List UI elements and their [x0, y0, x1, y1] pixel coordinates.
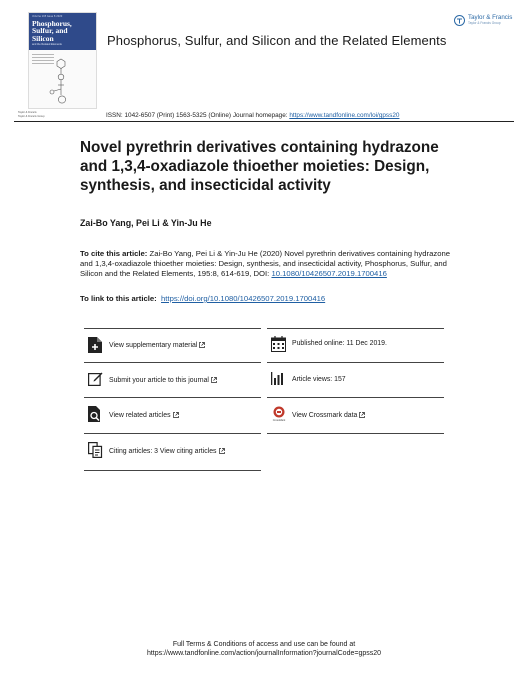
cover-top-text: Volume 195 Issue 8 2020	[32, 15, 63, 18]
external-link-icon	[199, 342, 205, 348]
cover-caption: Taylor & Francis	[18, 111, 37, 114]
divider	[84, 328, 261, 329]
header-divider	[14, 121, 514, 122]
calendar-icon	[271, 336, 286, 352]
link-label: View supplementary material	[109, 342, 198, 349]
molecule-illustration	[29, 55, 96, 107]
external-link-icon	[359, 412, 365, 418]
submit-edit-icon	[88, 371, 103, 386]
article-doi-url[interactable]: https://doi.org/10.1080/10426507.2019.1700416	[161, 294, 326, 303]
publisher-name: Taylor & Francis	[468, 14, 513, 21]
cover-subtitle: and the Related Elements	[32, 43, 62, 46]
article-views: Article views: 157	[292, 376, 346, 383]
link-label: View Crossmark data	[292, 412, 358, 419]
view-crossmark-link[interactable]	[292, 412, 365, 419]
view-related-articles-link[interactable]	[109, 412, 179, 419]
divider	[267, 362, 444, 363]
article-authors: Zai-Bo Yang, Pei Li & Yin-Ju He	[80, 218, 212, 228]
article-title: Novel pyrethrin derivatives containing hydrazone and 1,3,4-oxadiazole thioether moieties: Design, synthesis, and insecticidal activity	[80, 139, 439, 194]
cover-title-line: Silicon	[32, 33, 54, 43]
footer-terms-text: Full Terms & Conditions of access and use can be found at	[172, 641, 356, 648]
crossmark-caption: CrossMark	[272, 419, 286, 422]
doi-link[interactable]: 10.1080/10426507.2019.1700416	[271, 269, 387, 278]
citation-label: To cite this article:	[80, 249, 148, 258]
citing-articles-icon	[88, 442, 103, 458]
external-link-icon	[173, 412, 179, 418]
journal-title: Phosphorus, Sulfur, and Silicon and the Related Elements	[107, 33, 447, 48]
cover-title-line: Phosphorus,	[32, 19, 72, 28]
divider	[84, 470, 261, 471]
divider	[84, 397, 261, 398]
publisher-logo[interactable]	[454, 14, 514, 28]
citation-text: Zai-Bo Yang, Pei Li & Yin-Ju He (2020) Novel pyrethrin derivatives containing hydrazone and 1,3,4-oxadiazole thioether moieties: Design, synthesis, and insecticidal activity, Phosphorus, Sulfur, and Silicon and the Related Elements, 195:8, 614-619, DOI:	[80, 249, 451, 278]
article-link-line	[80, 294, 325, 303]
journal-homepage-link[interactable]: https://www.tandfonline.com/loi/gpss20	[289, 112, 400, 119]
divider	[84, 362, 261, 363]
publisher-tagline: Taylor & Francis Group	[468, 21, 501, 25]
link-label: View related articles	[109, 412, 171, 419]
link-label: Submit your article to this journal	[109, 377, 209, 384]
link-label: To link to this article:	[80, 294, 159, 303]
external-link-icon	[219, 448, 225, 454]
journal-cover	[28, 12, 97, 109]
view-citing-articles-link[interactable]	[109, 448, 225, 455]
divider	[84, 433, 261, 434]
footer-terms-url[interactable]: https://www.tandfonline.com/action/journalInformation?journalCode=gpss20	[146, 650, 382, 657]
citation-block	[80, 249, 460, 279]
divider	[267, 328, 444, 329]
cover-title-line: Sulfur, and	[32, 26, 68, 36]
related-articles-icon	[88, 406, 103, 422]
supplementary-icon	[88, 337, 102, 353]
bar-chart-icon	[271, 372, 286, 385]
submit-article-link[interactable]	[109, 377, 217, 384]
view-supplementary-link[interactable]	[109, 342, 205, 349]
issn-line	[106, 112, 399, 119]
divider	[267, 433, 444, 434]
published-date: Published online: 11 Dec 2019.	[292, 340, 387, 347]
cover-title	[32, 20, 72, 42]
link-label: Citing articles: 3 View citing articles	[109, 448, 217, 455]
cover-caption: Taylor & Francis Group	[18, 115, 45, 118]
divider	[267, 397, 444, 398]
publisher-logo-icon	[454, 15, 465, 26]
issn-text: ISSN: 1042-6507 (Print) 1563-5325 (Online) Journal homepage:	[106, 112, 290, 119]
external-link-icon	[211, 377, 217, 383]
crossmark-icon	[271, 406, 287, 422]
